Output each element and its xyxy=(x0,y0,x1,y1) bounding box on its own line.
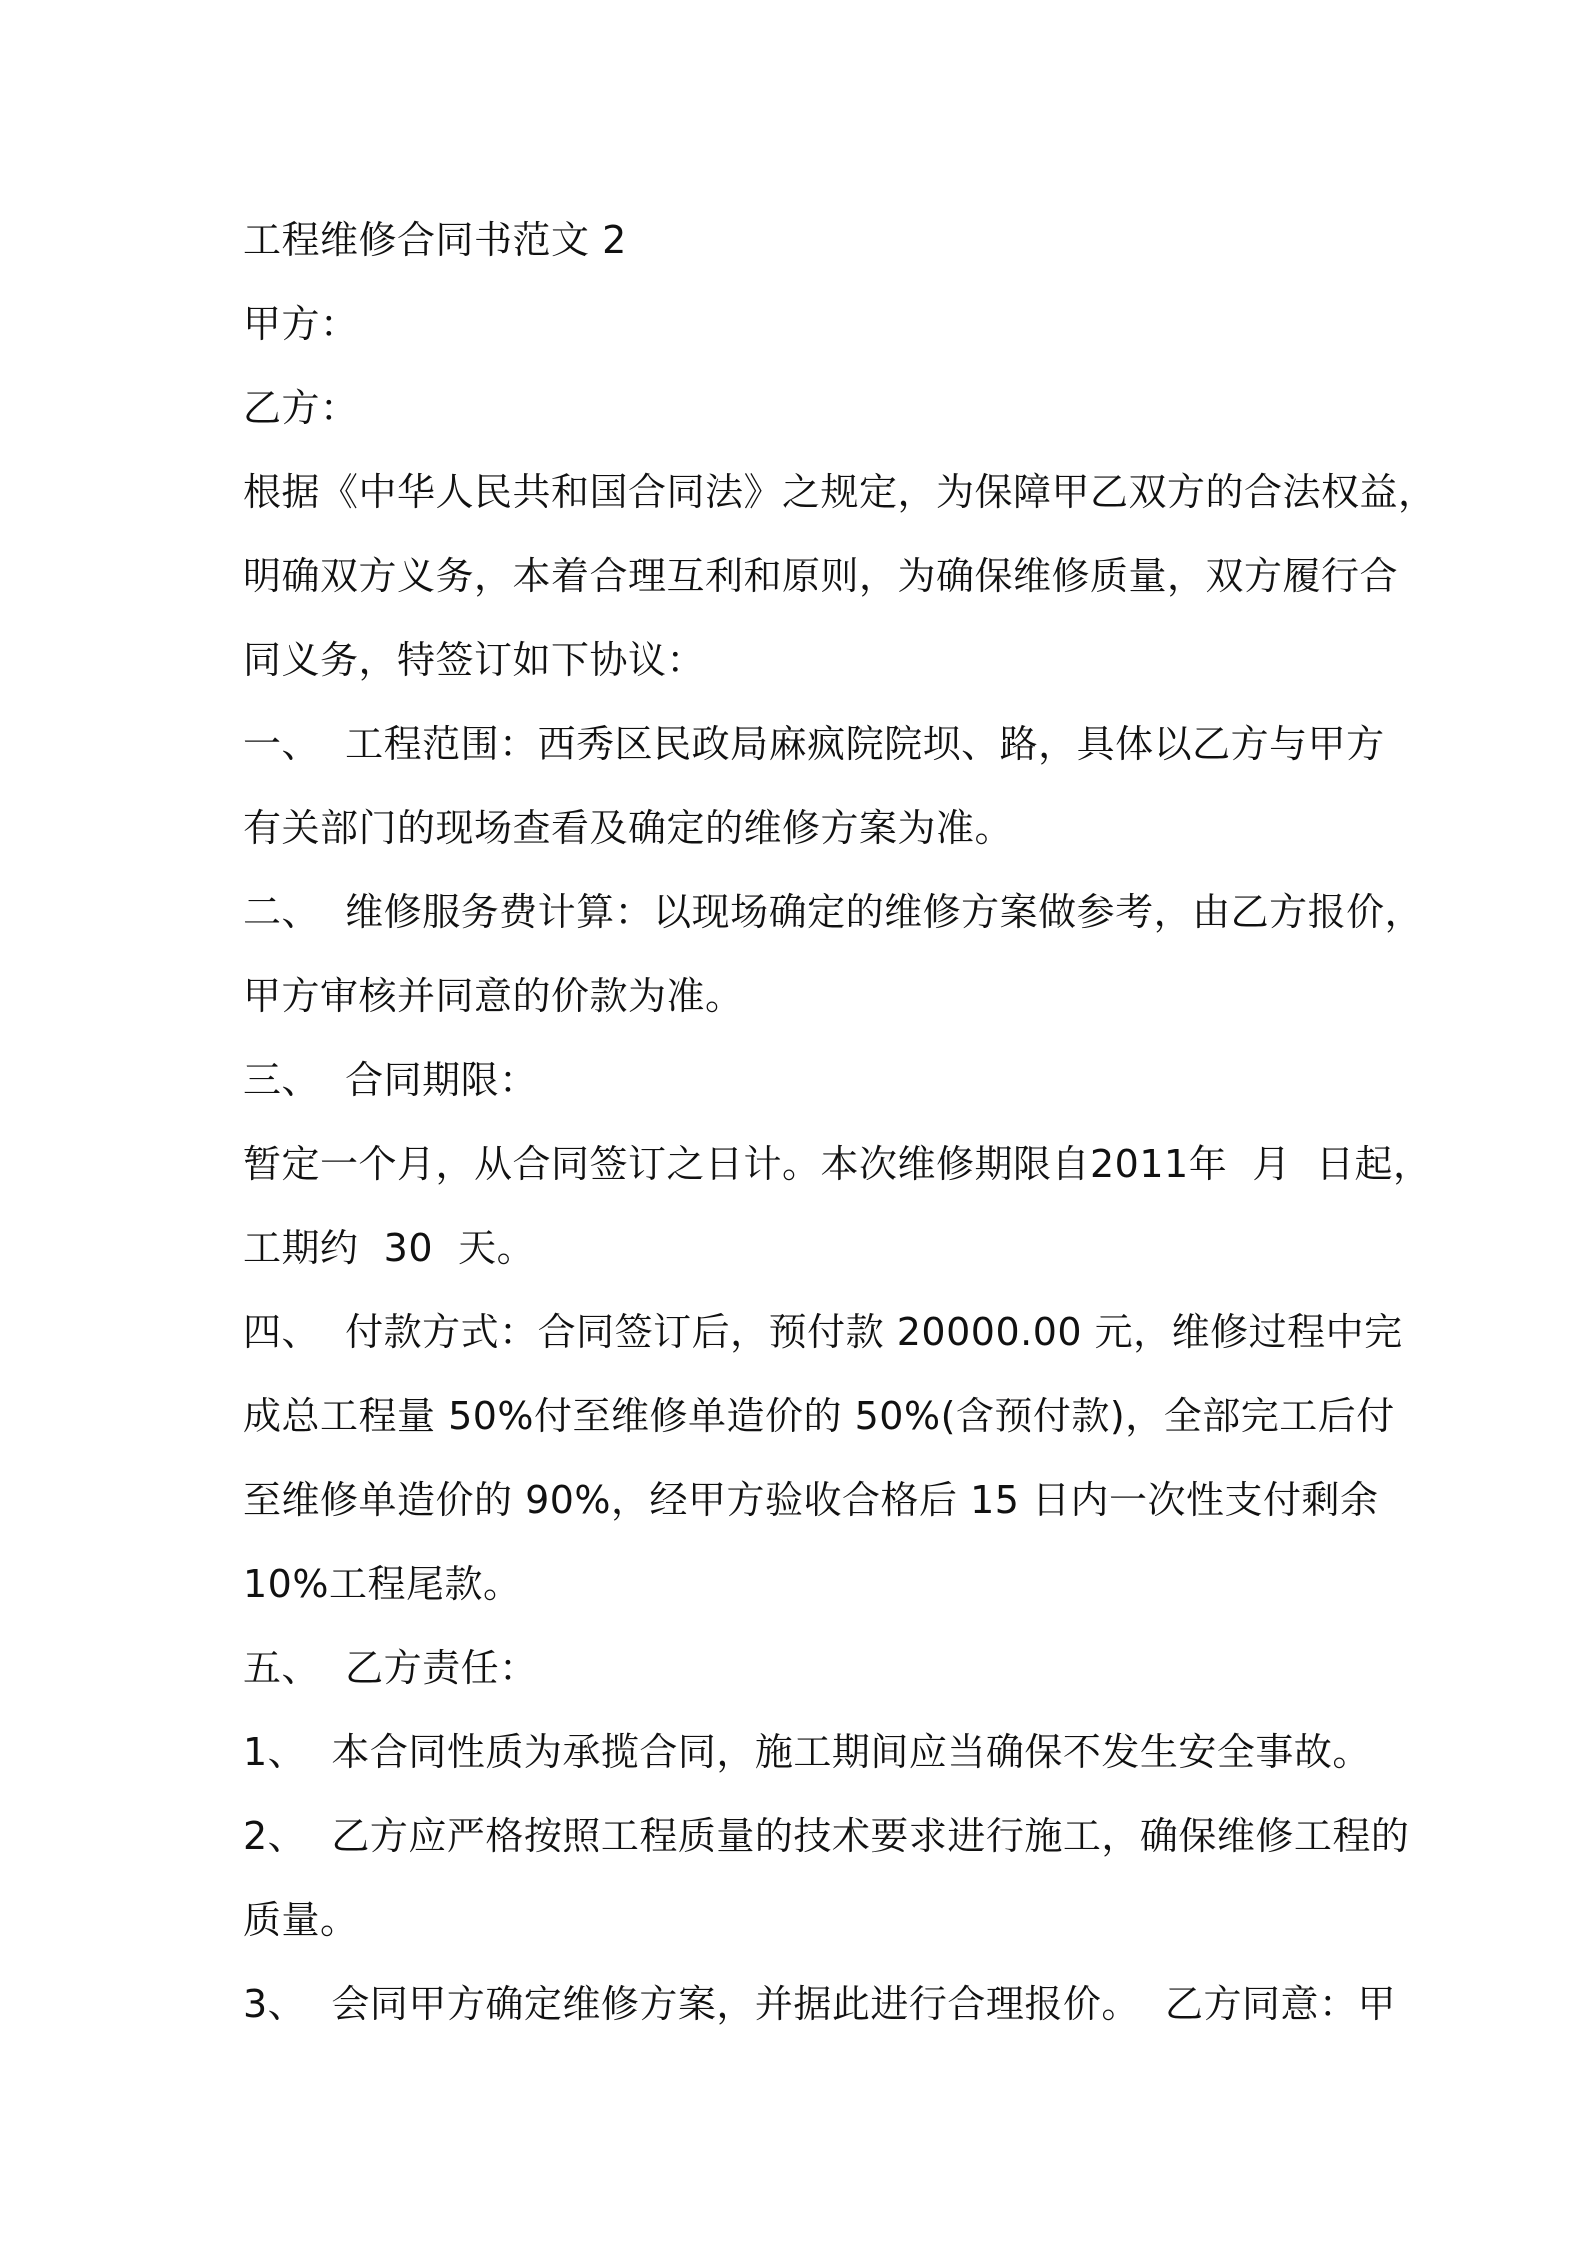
clause-3-line-2: 工期约 30 天。 xyxy=(243,1226,536,1270)
clause-5-item-2-line-1: 2、 乙方应严格按照工程质量的技术要求进行施工，确保维修工程的 xyxy=(243,1814,1410,1858)
clause-1-line-2: 有关部门的现场查看及确定的维修方案为准。 xyxy=(243,806,1014,850)
clause-4-line-4: 10%工程尾款。 xyxy=(243,1562,522,1606)
clause-5-item-2-line-2: 质量。 xyxy=(243,1898,359,1942)
preamble-line-2: 明确双方义务，本着合理互利和原则，为确保维修质量，双方履行合 xyxy=(243,554,1399,598)
clause-3-line-1: 暂定一个月，从合同签订之日计。本次维修期限自2011年 月 日起， xyxy=(243,1142,1432,1186)
clause-2-line-2: 甲方审核并同意的价款为准。 xyxy=(243,974,744,1018)
preamble-line-3: 同义务，特签订如下协议： xyxy=(243,638,706,682)
party-a-line: 甲方： xyxy=(243,302,359,346)
preamble-line-1: 根据《中华人民共和国合同法》之规定，为保障甲乙双方的合法权益， xyxy=(243,470,1437,514)
clause-2-line-1: 二、 维修服务费计算：以现场确定的维修方案做参考，由乙方报价， xyxy=(243,890,1424,934)
document-title: 工程维修合同书范文 2 xyxy=(243,218,627,262)
clause-4-line-2: 成总工程量 50%付至维修单造价的 50%(含预付款)，全部完工后付 xyxy=(243,1394,1395,1438)
clause-1-line-1: 一、 工程范围：西秀区民政局麻疯院院坝、路，具体以乙方与甲方 xyxy=(243,722,1385,766)
document-body xyxy=(243,198,1437,2046)
clause-3-heading: 三、 合同期限： xyxy=(243,1058,538,1102)
clause-4-line-1: 四、 付款方式：合同签订后，预付款 20000.00 元，维修过程中完 xyxy=(243,1310,1403,1354)
clause-5-item-3: 3、 会同甲方确定维修方案，并据此进行合理报价。 乙方同意：甲 xyxy=(243,1982,1396,2026)
clause-4-line-3: 至维修单造价的 90%，经甲方验收合格后 15 日内一次性支付剩余 xyxy=(243,1478,1379,1522)
clause-5-item-1: 1、 本合同性质为承揽合同，施工期间应当确保不发生安全事故。 xyxy=(243,1730,1371,1774)
party-b-line: 乙方： xyxy=(243,386,359,430)
clause-5-heading: 五、 乙方责任： xyxy=(243,1646,538,1690)
